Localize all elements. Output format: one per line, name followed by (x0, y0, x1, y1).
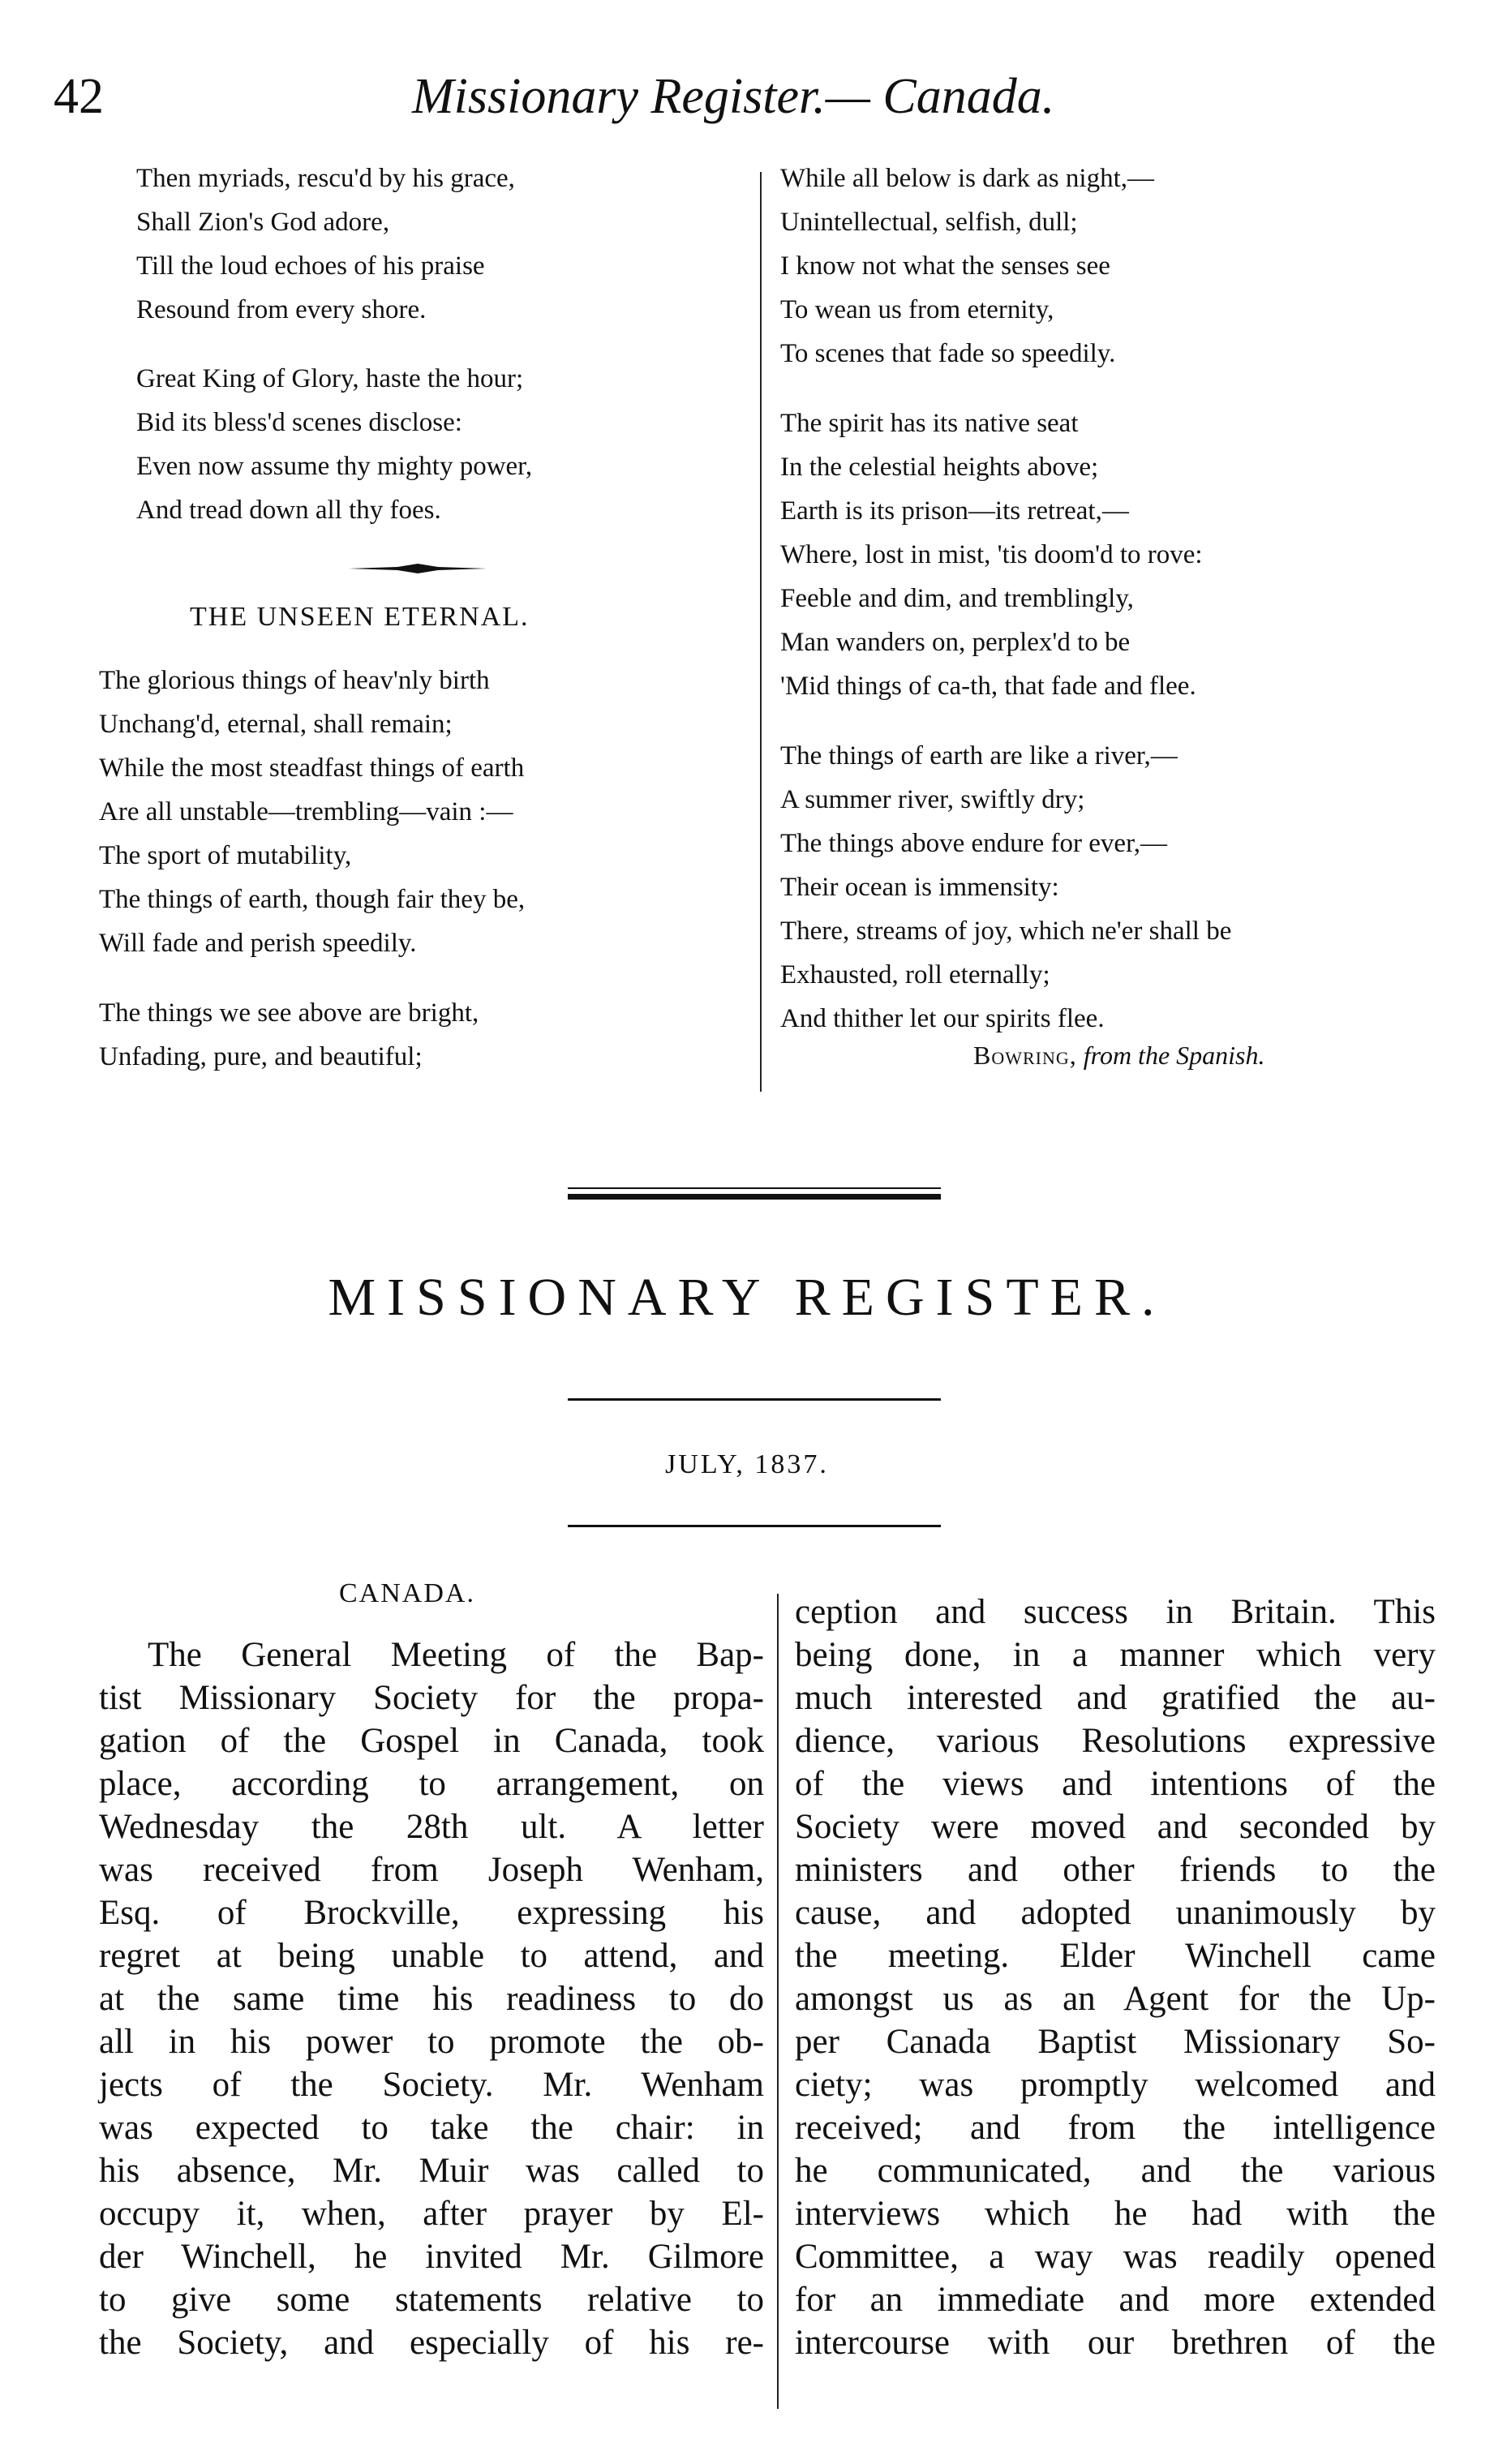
masthead-rule-top (568, 1187, 941, 1189)
poem-right-stanza-1 (780, 157, 1154, 376)
article-left-column (99, 1633, 764, 2364)
prose-line: per Canada Baptist Missionary So- (795, 2023, 1436, 2061)
verse-line: Unchang'd, eternal, shall remain; (99, 710, 453, 739)
prose-line: he communicated, and the various (795, 2152, 1436, 2190)
prose-line: the Society, and especially of his re- (99, 2324, 764, 2362)
verse-line: Their ocean is immensity: (780, 873, 1059, 902)
prose-line: ciety; was promptly welcomed and (795, 2066, 1436, 2104)
prose-line: regret at being unable to attend, and (99, 1937, 764, 1975)
verse-line: In the celestial heights above; (780, 453, 1099, 482)
poem-continued-stanza-2 (136, 357, 532, 532)
verse-line: Unfading, pure, and beautiful; (99, 1042, 423, 1071)
verse-line: Unintellectual, selfish, dull; (780, 208, 1078, 237)
prose-line: Society were moved and seconded by (795, 1808, 1436, 1846)
poem-right-stanza-3 (780, 734, 1231, 1041)
verse-line: While the most steadfast things of earth (99, 753, 525, 783)
poem-attribution (973, 1041, 1264, 1071)
verse-line: 'Mid things of ca-th, that fade and flee. (780, 672, 1196, 701)
page-number: 42 (54, 69, 104, 124)
poem-continued-stanza-1 (136, 157, 515, 332)
prose-line: dience, various Resolutions expressive (795, 1722, 1436, 1760)
article-right-column (795, 1590, 1436, 2364)
prose-line: being done, in a manner which very (795, 1636, 1436, 1674)
prose-line: gation of the Gospel in Canada, took (99, 1722, 764, 1760)
prose-line: intercourse with our brethren of the (795, 2324, 1436, 2362)
verse-line: The glorious things of heav'nly birth (99, 666, 490, 695)
verse-line: The things above endure for ever,— (780, 829, 1168, 858)
verse-line: The sport of mutability, (99, 841, 352, 870)
prose-line: his absence, Mr. Muir was called to (99, 2152, 764, 2190)
verse-line: The things we see above are bright, (99, 998, 479, 1028)
prose-line: Wednesday the 28th ult. A letter (99, 1808, 764, 1846)
verse-line: And tread down all thy foes. (136, 496, 441, 525)
prose-line: for an immediate and more extended (795, 2281, 1436, 2319)
section-heading: CANADA. (339, 1578, 475, 1608)
prose-line: interviews which he had with the (795, 2195, 1436, 2233)
verse-line: Shall Zion's God adore, (136, 208, 390, 237)
prose-line: ception and success in Britain. This (795, 1593, 1436, 1631)
verse-line: The spirit has its native seat (780, 409, 1079, 438)
verse-line: Where, lost in mist, 'tis doom'd to rove: (780, 540, 1203, 569)
verse-line: And thither let our spirits flee. (780, 1004, 1105, 1033)
prose-line: was expected to take the chair: in (99, 2109, 764, 2147)
ornament-dash (349, 563, 487, 574)
prose-line: jects of the Society. Mr. Wenham (99, 2066, 764, 2104)
prose-line: place, according to arrangement, on (99, 1765, 764, 1803)
verse-line: Are all unstable—trembling—vain :— (99, 797, 513, 826)
poem-left-stanza-2 (99, 991, 479, 1079)
verse-line: While all below is dark as night,— (780, 164, 1154, 193)
prose-line: der Winchell, he invited Mr. Gilmore (99, 2238, 764, 2276)
date-rule-bottom (568, 1525, 941, 1527)
prose-line: Committee, a way was readily opened (795, 2238, 1436, 2276)
masthead-title: MISSIONARY REGISTER. (328, 1268, 1166, 1327)
prose-line: of the views and intentions of the (795, 1765, 1436, 1803)
verse-line: The things of earth, though fair they be, (99, 885, 526, 914)
verse-line: To wean us from eternity, (780, 295, 1054, 324)
prose-line: much interested and gratified the au- (795, 1679, 1436, 1717)
verse-line: The things of earth are like a river,— (780, 741, 1178, 771)
date-rule-top (568, 1398, 941, 1401)
attribution-name: Bowring, (973, 1041, 1077, 1070)
column-rule (760, 172, 762, 1092)
prose-line: amongst us as an Agent for the Up- (795, 1980, 1436, 2018)
column-rule (777, 1594, 779, 2409)
prose-line: at the same time his readiness to do (99, 1980, 764, 2018)
verse-line: Bid its bless'd scenes disclose: (136, 408, 462, 437)
prose-line: ministers and other friends to the (795, 1851, 1436, 1889)
verse-line: Till the loud echoes of his praise (136, 251, 485, 281)
running-head: Missionary Register.— Canada. (412, 69, 1055, 124)
prose-line: all in his power to promote the ob- (99, 2023, 764, 2061)
verse-line: Even now assume thy mighty power, (136, 452, 533, 481)
verse-line: Resound from every shore. (136, 295, 427, 324)
poem-left-stanza-1 (99, 659, 525, 965)
verse-line: Great King of Glory, haste the hour; (136, 364, 524, 393)
poem-right-stanza-2 (780, 401, 1203, 708)
prose-line: tist Missionary Society for the propa- (99, 1679, 764, 1717)
prose-line: the meeting. Elder Winchell came (795, 1937, 1436, 1975)
prose-line: to give some statements relative to (99, 2281, 764, 2319)
verse-line: Exhausted, roll eternally; (780, 960, 1050, 989)
prose-line: The General Meeting of the Bap- (148, 1636, 764, 1674)
verse-line: Earth is its prison—its retreat,— (780, 496, 1129, 526)
attribution-source: from the Spanish. (1083, 1041, 1265, 1070)
verse-line: Feeble and dim, and tremblingly, (780, 584, 1134, 613)
prose-line: received; and from the intelligence (795, 2109, 1436, 2147)
prose-line: was received from Joseph Wenham, (99, 1851, 764, 1889)
poem-title: THE UNSEEN ETERNAL. (190, 602, 530, 632)
prose-line: cause, and adopted unanimously by (795, 1894, 1436, 1932)
verse-line: Man wanders on, perplex'd to be (780, 628, 1131, 657)
verse-line: Will fade and perish speedily. (99, 929, 417, 958)
verse-line: There, streams of joy, which ne'er shall be (780, 916, 1232, 946)
issue-date: JULY, 1837. (665, 1449, 829, 1479)
prose-line: Esq. of Brockville, expressing his (99, 1894, 764, 1932)
prose-line: occupy it, when, after prayer by El- (99, 2195, 764, 2233)
verse-line: Then myriads, rescu'd by his grace, (136, 164, 515, 193)
verse-line: I know not what the senses see (780, 251, 1110, 281)
verse-line: A summer river, swiftly dry; (780, 785, 1085, 814)
masthead-rule-thick (568, 1194, 941, 1200)
verse-line: To scenes that fade so speedily. (780, 339, 1116, 368)
